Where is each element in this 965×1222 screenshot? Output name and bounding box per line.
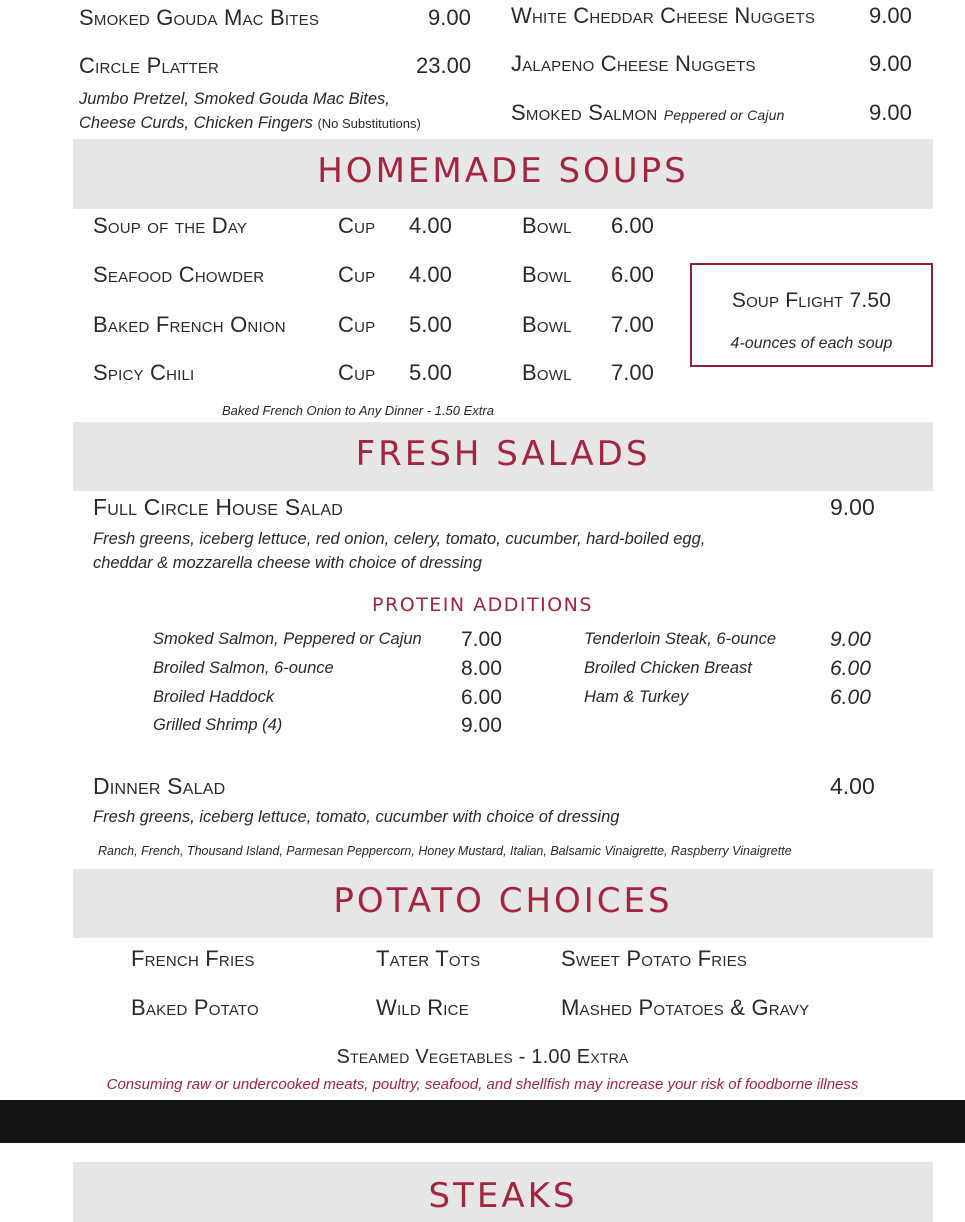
section-header-potatoes xyxy=(73,869,933,938)
protein-price: 8.00 xyxy=(461,657,502,680)
section-header-salads xyxy=(73,422,933,491)
cup-label: Cup xyxy=(338,312,376,337)
bowl-price: 7.00 xyxy=(611,360,654,385)
menu-item-price: 9.00 xyxy=(428,5,471,30)
cup-price: 5.00 xyxy=(409,360,452,385)
potato-choice: Sweet Potato Fries xyxy=(561,946,748,971)
salad-name: Dinner Salad xyxy=(93,773,226,799)
protein-price: 6.00 xyxy=(830,657,871,680)
protein-name: Broiled Chicken Breast xyxy=(584,659,752,677)
food-safety-warning: Consuming raw or undercooked meats, poultry, seafood, and shellfish may increase your risk of foodborne illness xyxy=(106,1076,859,1093)
protein-price: 7.00 xyxy=(461,628,502,651)
item-note: Peppered or Cajun xyxy=(663,107,785,123)
menu-item-name: Smoked Gouda Mac Bites xyxy=(79,5,320,30)
description-note: (No Substitutions) xyxy=(317,116,421,131)
protein-price: 6.00 xyxy=(461,686,502,709)
bowl-label: Bowl xyxy=(522,312,572,337)
cup-price: 4.00 xyxy=(409,262,452,287)
protein-name: Smoked Salmon, Peppered or Cajun xyxy=(153,630,422,648)
bowl-label: Bowl xyxy=(522,262,572,287)
bowl-price: 6.00 xyxy=(611,213,654,238)
section-title: POTATO CHOICES xyxy=(333,881,673,921)
potato-choice: Tater Tots xyxy=(376,946,481,971)
menu-item-price: 9.00 xyxy=(869,100,912,125)
soup-name: Soup of the Day xyxy=(93,213,248,238)
cup-price: 4.00 xyxy=(409,213,452,238)
protein-name: Broiled Salmon, 6-ounce xyxy=(153,659,334,677)
salad-description: cheddar & mozzarella cheese with choice of dressing xyxy=(93,554,482,572)
menu-item-description: Jumbo Pretzel, Smoked Gouda Mac Bites, xyxy=(79,90,390,108)
soup-flight-title: Soup Flight 7.50 xyxy=(731,289,892,312)
cup-label: Cup xyxy=(338,213,376,238)
bowl-price: 6.00 xyxy=(611,262,654,287)
soup-note: Baked French Onion to Any Dinner - 1.50 Extra xyxy=(222,403,494,418)
protein-additions-title: PROTEIN ADDITIONS xyxy=(372,594,593,616)
soup-name: Baked French Onion xyxy=(93,312,286,337)
potato-choice: Wild Rice xyxy=(376,995,469,1020)
bowl-label: Bowl xyxy=(522,360,572,385)
salad-description: Fresh greens, iceberg lettuce, tomato, cucumber with choice of dressing xyxy=(93,808,620,826)
cup-label: Cup xyxy=(338,360,376,385)
soup-name: Seafood Chowder xyxy=(93,262,265,287)
menu-item-name: Jalapeno Cheese Nuggets xyxy=(511,51,756,76)
menu-item-name: White Cheddar Cheese Nuggets xyxy=(511,3,816,28)
soup-flight-box xyxy=(690,263,933,367)
protein-price: 6.00 xyxy=(830,686,871,709)
salad-description: Fresh greens, iceberg lettuce, red onion, celery, tomato, cucumber, hard-boiled egg, xyxy=(93,530,706,548)
bowl-price: 7.00 xyxy=(611,312,654,337)
menu-item-price: 9.00 xyxy=(869,3,912,28)
section-title: FRESH SALADS xyxy=(355,434,651,474)
section-title: STEAKS xyxy=(428,1176,578,1216)
menu-item-name xyxy=(511,100,785,126)
menu-item-description xyxy=(79,114,421,133)
item-name-text: Smoked Salmon xyxy=(511,100,658,125)
salad-price: 4.00 xyxy=(830,773,875,799)
menu-item-price: 23.00 xyxy=(416,53,472,78)
protein-price: 9.00 xyxy=(830,628,871,651)
protein-price: 9.00 xyxy=(461,714,502,737)
salad-price: 9.00 xyxy=(830,494,875,520)
potato-choice: Mashed Potatoes & Gravy xyxy=(561,995,810,1020)
steamed-vegetables-note: Steamed Vegetables - 1.00 Extra xyxy=(336,1046,629,1068)
bowl-label: Bowl xyxy=(522,213,572,238)
menu-item-name: Circle Platter xyxy=(79,53,220,78)
protein-name: Tenderloin Steak, 6-ounce xyxy=(584,630,777,648)
protein-name: Ham & Turkey xyxy=(584,688,689,706)
page-divider-bar xyxy=(0,1100,965,1143)
protein-name: Grilled Shrimp (4) xyxy=(153,716,283,734)
soup-name: Spicy Chili xyxy=(93,360,195,385)
protein-name: Broiled Haddock xyxy=(153,688,275,706)
cup-price: 5.00 xyxy=(409,312,452,337)
description-text: Cheese Curds, Chicken Fingers xyxy=(79,114,313,132)
salad-name: Full Circle House Salad xyxy=(93,494,343,520)
section-title: HOMEMADE SOUPS xyxy=(317,151,689,191)
potato-choice: Baked Potato xyxy=(131,995,259,1020)
menu-item-price: 9.00 xyxy=(869,51,912,76)
dressing-list: Ranch, French, Thousand Island, Parmesan Peppercorn, Honey Mustard, Italian, Balsamic Vinaigrette, Raspberry Vinaigrette xyxy=(98,844,792,858)
section-header-steaks xyxy=(73,1162,933,1222)
cup-label: Cup xyxy=(338,262,376,287)
section-header-soups xyxy=(73,139,933,209)
potato-choice: French Fries xyxy=(131,946,255,971)
soup-flight-description: 4-ounces of each soup xyxy=(730,335,893,352)
